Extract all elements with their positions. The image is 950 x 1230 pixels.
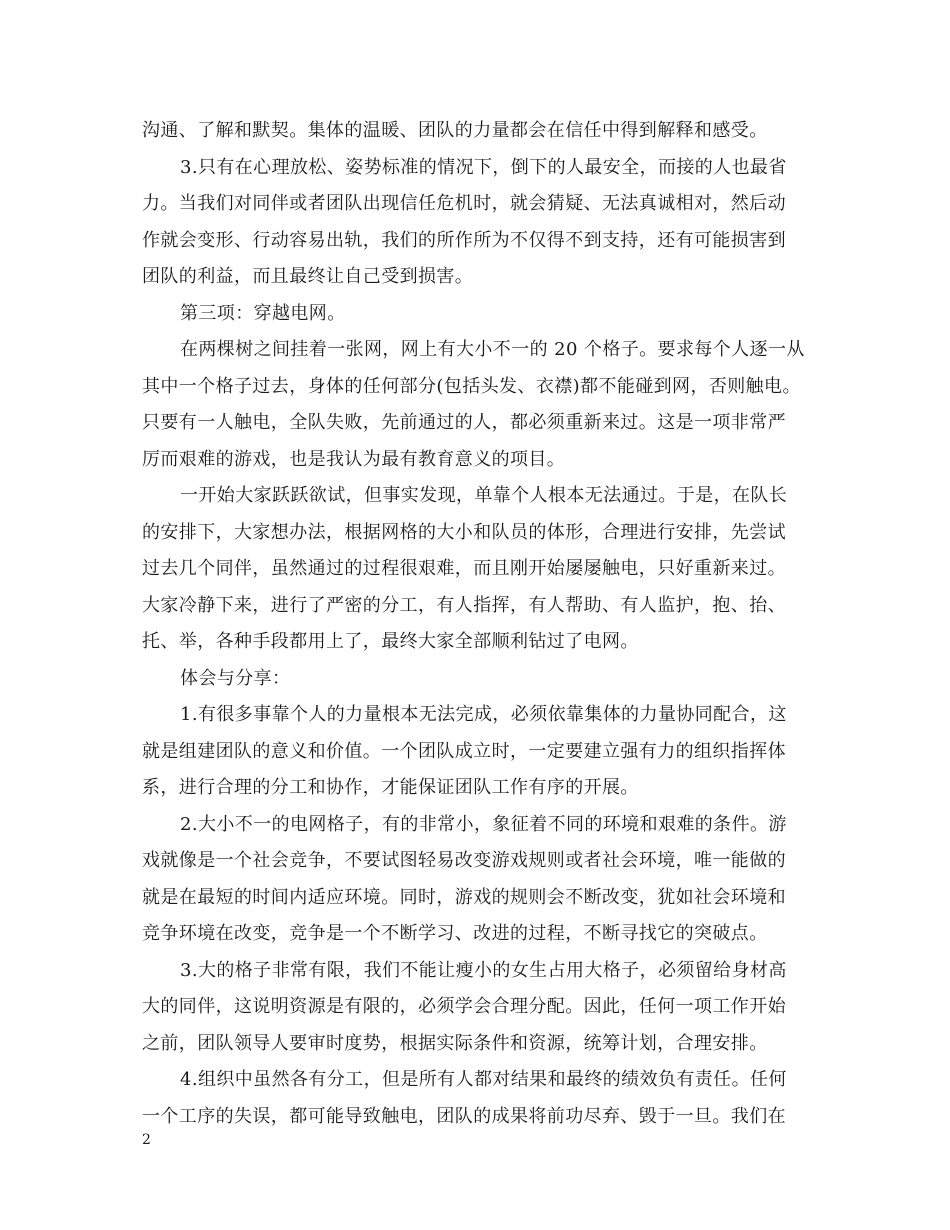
text-line: 第三项：穿越电网。 [180, 302, 346, 324]
text-line: 的安排下，大家想办法，根据网格的大小和队员的体形，合理进行安排，先尝试 [142, 521, 786, 543]
text-line: 在两棵树之间挂着一张网，网上有大小不一的 20 个格子。要求每个人逐一从 [180, 339, 805, 360]
text-line: 系，进行合理的分工和协作，才能保证团队工作有序的开展。 [142, 777, 639, 798]
text-line: 4.组织中虽然各有分工，但是所有人都对结果和最终的绩效负有责任。任何 [180, 1069, 787, 1090]
page-number: 2 [142, 1132, 151, 1148]
text-line: 只要有一人触电，全队失败，先前通过的人，都必须重新来过。这是一项非常严 [142, 412, 786, 433]
body-text [142, 113, 818, 1135]
text-line: 沟通、了解和默契。集体的温暖、团队的力量都会在信任中得到解释和感受。 [142, 120, 768, 141]
text-line: 托、举，各种手段都用上了，最终大家全部顺利钻过了电网。 [142, 631, 639, 652]
text-line: 一开始大家跃跃欲试，但事实发现，单靠个人根本无法通过。于是，在队长 [180, 485, 788, 506]
text-line: 体会与分享： [180, 667, 291, 689]
text-line: 过去几个同伴，虽然通过的过程很艰难，而且刚开始屡屡触电，只好重新来过。 [142, 558, 786, 579]
text-line: 之前，团队领导人要审时度势，根据实际条件和资源，统筹计划，合理安排。 [142, 1032, 768, 1054]
text-line: 3.只有在心理放松、姿势标准的情况下，倒下的人最安全，而接的人也最省 [180, 156, 787, 178]
text-line: 一个工序的失误，都可能导致触电，团队的成果将前功尽弃、毁于一旦。我们在 [142, 1105, 786, 1127]
text-line: 团队的利益，而且最终让自己受到损害。 [142, 266, 474, 287]
text-line: 力。当我们对同伴或者团队出现信任危机时，就会猜疑、无法真诚相对，然后动 [142, 193, 786, 214]
text-line: 2.大小不一的电网格子，有的非常小，象征着不同的环境和艰难的条件。游 [180, 813, 787, 835]
text-line: 3.大的格子非常有限，我们不能让瘦小的女生占用大格子，必须留给身材高 [180, 959, 787, 981]
text-line: 竞争环境在改变，竞争是一个不断学习、改进的过程，不断寻找它的突破点。 [142, 923, 768, 944]
text-line: 戏就像是一个社会竞争，不要试图轻易改变游戏规则或者社会环境，唯一能做的 [142, 850, 786, 871]
text-line: 大的同伴，这说明资源是有限的，必须学会合理分配。因此，任何一项工作开始 [142, 996, 786, 1017]
text-line: 厉而艰难的游戏，也是我认为最有教育意义的项目。 [142, 448, 566, 470]
text-line: 1.有很多事靠个人的力量根本无法完成，必须依靠集体的力量协同配合，这 [180, 704, 787, 725]
text-line: 作就会变形、行动容易出轨，我们的所作所为不仅得不到支持，还有可能损害到 [142, 229, 786, 251]
text-line: 其中一个格子过去，身体的任何部分(包括头发、衣襟)都不能碰到网，否则触电。 [142, 375, 801, 397]
text-line: 大家冷静下来，进行了严密的分工，有人指挥，有人帮助、有人监护，抱、抬、 [142, 594, 786, 616]
text-line: 就是组建团队的意义和价值。一个团队成立时，一定要建立强有力的组织指挥体 [142, 740, 786, 762]
text-line: 就是在最短的时间内适应环境。同时，游戏的规则会不断改变，犹如社会环境和 [142, 886, 786, 908]
